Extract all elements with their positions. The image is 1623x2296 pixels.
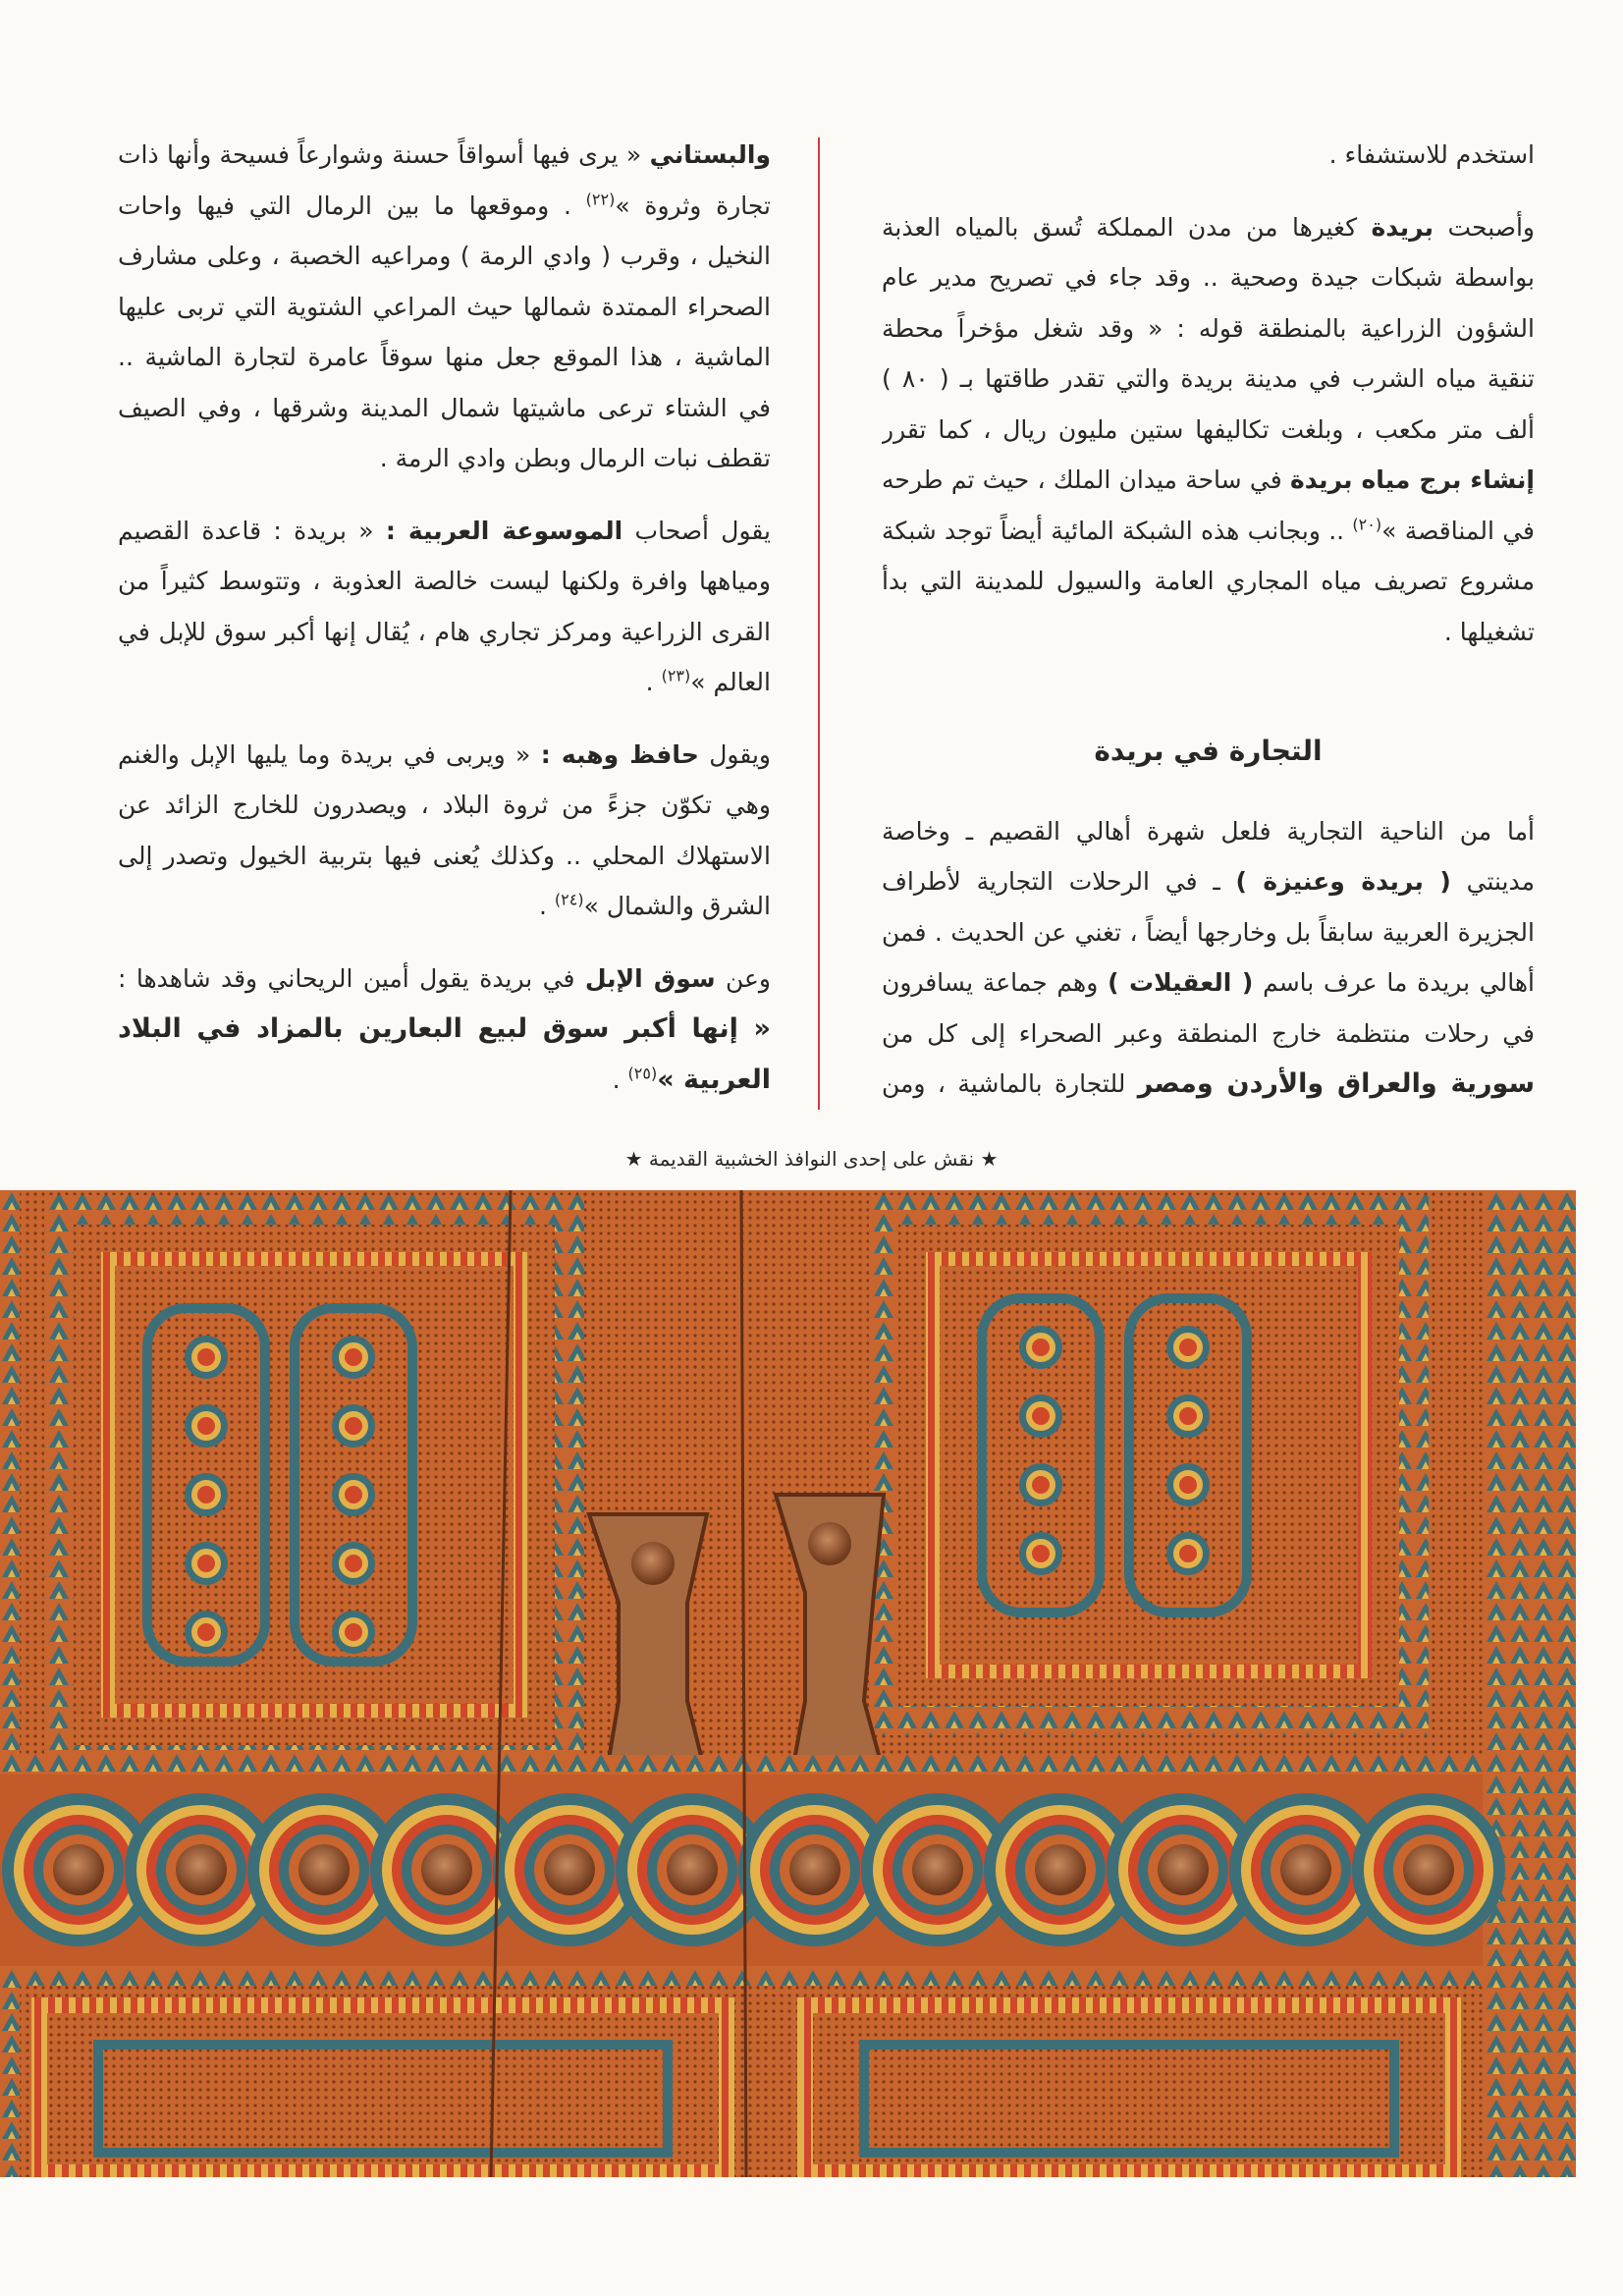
- small-roundel: [345, 1417, 362, 1435]
- paragraph: استخدم للاستشفاء .: [1328, 140, 1535, 169]
- band-border: [0, 1966, 1483, 1986]
- footnote-ref: (٢٤): [554, 890, 584, 909]
- small-roundel: [1032, 1476, 1050, 1494]
- small-roundel: [1179, 1407, 1197, 1425]
- small-roundel: [197, 1623, 215, 1641]
- small-roundel: [197, 1348, 215, 1366]
- section-heading: التجارة في بريدة: [1094, 735, 1323, 767]
- small-roundel: [1032, 1339, 1050, 1356]
- side-border: [0, 1190, 20, 2177]
- small-roundel: [345, 1486, 362, 1503]
- paragraph: وأصبحت بريدة كغيرها من مدن المملكة تُسق بالمياه العذبة بواسطة شبكات جيدة وصحية .. وقد جاء في تصريح مدير عام الشؤون الزراعية بالمنطقة قوله : « وقد شغل مؤخراً محطة تنقية مياه الشرب في مدينة بريدة والتي تقدر طاقتها بـ ( ٨٠ ) ألف متر مكعب ، وبلغت تكاليفها ستين مليون ريال ، كما تقرر إنشاء برج مياه بريدة في ساحة ميدان الملك ، حيث تم طرحه في المناقصة »$^{(٢٠)}$ .. وبجانب هذه الشبكة المائية أيضاً توجد شبكة مشروع تصريف مياه المجاري العامة والسيول للمدينة التي بدأ تشغيلها .: [882, 212, 1535, 646]
- footnote-ref: (٢٥): [627, 1064, 658, 1083]
- paragraph: أما من الناحية التجارية فلعل شهرة أهالي القصيم ـ وخاصة مدينتي ( بريدة وعنيزة ) ـ في الرحلات التجارية لأطراف الجزيرة العربية سابقاً بل وخارجها أيضاً ، تغني عن الحديث . فمن أهالي بريدة ما عرف باسم ( العقيلات ) وهم جماعة يسافرون في رحلات منتظمة خارج المنطقة وعبر الصحراء إلى كل من سورية والعراق والأردن ومصر للتجارة بالماشية ، ومن: [882, 816, 1535, 1099]
- small-roundel: [1032, 1545, 1050, 1562]
- footnote-ref: (٢٢): [585, 190, 616, 209]
- small-roundel: [197, 1417, 215, 1435]
- left-column: [118, 130, 771, 1112]
- small-roundel: [1179, 1476, 1197, 1494]
- small-roundel: [1032, 1407, 1050, 1425]
- carved-window-photo: [0, 1190, 1576, 2177]
- small-roundel: [197, 1555, 215, 1572]
- small-roundel: [345, 1555, 362, 1572]
- small-roundel: [345, 1623, 362, 1641]
- paragraph: ويقول حافظ وهبه : « ويربى في بريدة وما يليها الإبل والغنم وهي تكوّن جزءً من ثروة البلاد ، ويصدرون للخارج الزائد عن الاستهلاك المحلي .. وكذلك يُعنى فيها بتربية الخيول وتصدر إلى الشرق والشمال »$^{(٢٤)}$ .: [118, 739, 771, 920]
- wood-background: [0, 1190, 1576, 2177]
- right-column: [882, 130, 1535, 1112]
- carved-window-image: [0, 1190, 1576, 2177]
- paragraph: والبستاني « يرى فيها أسواقاً حسنة وشوارعاً فسيحة وأنها ذات تجارة وثروة »$^{(٢٢)}$ . وموقعها ما بين الرمال التي فيها واحات النخيل ، وقرب ( وادي الرمة ) ومراعيه الخصبة ، وعلى مشارف الصحراء الممتدة شمالها حيث المراعي الشتوية التي تربى عليها الماشية ، هذا الموقع جعل منها سوقاً عامرة لتجارة الماشية .. في الشتاء ترعى ماشيتها شمال المدينة وشرقها ، وفي الصيف تقطف نبات الرمال وبطن وادي الرمة .: [118, 140, 771, 472]
- side-border: [1483, 1190, 1576, 2177]
- small-roundel: [197, 1486, 215, 1503]
- small-roundel: [1179, 1339, 1197, 1356]
- small-roundel: [1179, 1545, 1197, 1562]
- small-roundel: [345, 1348, 362, 1366]
- footnote-ref: (٢٠): [1352, 515, 1382, 534]
- photo-caption: ★ نقش على إحدى النوافذ الخشبية القديمة ★: [624, 1147, 999, 1171]
- paragraph: وعن سوق الإبل في بريدة يقول أمين الريحاني وقد شاهدها : « إنها أكبر سوق لبيع البعارين بالمزاد في البلاد العربية »$^{(٢٥)}$ .: [118, 963, 771, 1095]
- paragraph: يقول أصحاب الموسوعة العربية : « بريدة : قاعدة القصيم ومياهها وافرة ولكنها ليست خالصة العذوبة ، وتتوسط كثيراً من القرى الزراعية ومركز تجاري هام ، يُقال إنها أكبر سوق للإبل في العالم »$^{(٢٣)}$ .: [118, 516, 771, 696]
- band-border: [0, 1755, 1483, 1775]
- column-divider: [818, 137, 820, 1110]
- footnote-ref: (٢٣): [661, 666, 691, 685]
- roundel: [1352, 1793, 1505, 1946]
